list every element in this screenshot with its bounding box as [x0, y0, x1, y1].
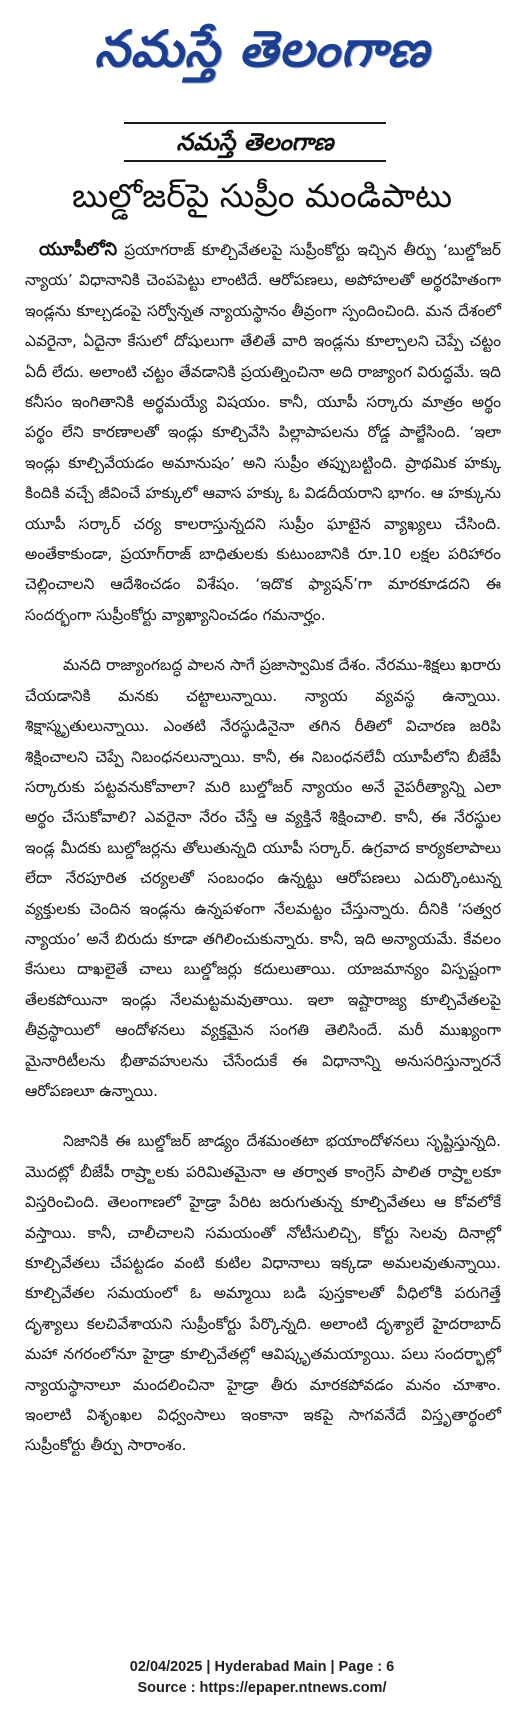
section-bottom-rule — [124, 160, 386, 162]
masthead-logo-title: నమస్తే తెలంగాణ — [94, 20, 430, 78]
article-paragraph-3: నిజానికి ఈ బుల్డోజర్ జాడ్యం దేశమంతటా భయాందోళనలు సృష్టిస్తున్నది. మొదట్లో బీజేపీ రాష్ర్టాలకు పరిమితమైనా ఆ తర్వాత కాంగ్రెస్ పాలిత రాష్ర్టాలకూ విస్తరించింది. తెలంగాణలో హైడ్రా పేరిట జరుగుతున్న కూల్చివేతలు ఆ కోవలోకే వస్తాయి. కానీ, చాలీచాలని సమయంతో నోటీసులిచ్చి, కోర్టు సెలవు దినాల్లో కూల్చివేతలు చేపట్టడం వంటి కుటిల విధానాలు ఇక్కడా అమలవుతున్నాయి. కూల్చివేతల సమయంలో ఓ అమ్మాయి బడి పుస్తకాలతో వీధిలోకి పరుగెత్తే దృశ్యాలు కలచివేశాయని సుప్రీంకోర్టు పేర్కొన్నది. అలాంటి దృశ్యాలే హైదరాబాద్ మహా నగరంలోనూ హైడ్రా కూల్చివేతల్లో ఆవిష్కృతమయ్యాయి. పలు సందర్భాల్లో న్యాయస్థానాలూ మందలించినా హైడ్రా తీరు మారకపోవడం మనం చూశాం. ఇంలాటి విశృంఖల విధ్వంసాలు ఇంకానా ఇకపై సాగవనేదే విస్తృతార్థంలో సుప్రీంకోర్టు తీర్పు సారాంశం. — [25, 1132, 501, 1455]
article-headline: బుల్డోజర్‌పై సుప్రీం మండిపాటు — [71, 176, 453, 215]
page-footer — [0, 1657, 524, 1699]
section-header — [124, 122, 386, 162]
article-paragraph-1-text: ప్రయాగరాజ్ కూల్చివేతలపై సుప్రీంకోర్టు ఇచ్చిన తీర్పు ‘బుల్డోజర్ న్యాయ’ విధానానికి చెంపపెట్టు లాంటిదే. ఆరోపణలు, అపోహలతో అర్థరహితంగా ఇండ్లను కూల్చడంపై సర్వోన్నత న్యాయస్థానం తీవ్రంగా స్పందించింది. మన దేశంలో ఎవరైనా, ఏదైనా కేసులో దోషులుగా తేలితే వారి ఇండ్లను కూల్చాలని చెప్పే చట్టం ఏదీ లేదు. అలాంటి చట్టం తేవడానికి ప్రయత్నించినా అది రాజ్యాంగ విరుద్ధమే. ఇది కనీసం ఇంగితానికి అర్థమయ్యే విషయం. కానీ, యూపీ సర్కారు మాత్రం అర్థం పర్థం లేని కారణాలతో ఇండ్లు కూల్చివేసి పిల్లాపాపలను రోడ్డ పాల్జేసింది. ‘ఇలా ఇండ్లు కూల్చివేయడం అమానుషం’ అని సుప్రీం తప్పుబట్టింది. ప్రాథమిక హక్కు కిందికి వచ్చే జీవించే హక్కులో ఆవాస హక్కు ఓ విడదీయరాని భాగం. ఆ హక్కును యూపీ సర్కార్ చర్య కాలరాస్తున్నదని సుప్రీం ఘాటైన వ్యాఖ్యలు చేసింది. అంతేకాకుండా, ప్రయాగ్‌రాజ్ బాధితులకు కుటుంబానికి రూ.10 లక్షల పరిహారం చెల్లించాలని ఆదేశించడం విశేషం. ‘ఇదొక ఫ్యాషన్’గా మారకూడదని ఈ సందర్భంగా సుప్రీంకోర్టు వ్యాఖ్యానించడం గమనార్హం. — [25, 241, 501, 624]
article-body — [25, 235, 501, 1481]
article-lead-in: యూపీలోని — [39, 239, 118, 260]
newspaper-masthead — [0, 6, 524, 92]
article-paragraph-2: మనది రాజ్యాంగబద్ధ పాలన సాగే ప్రజాస్వామిక దేశం. నేరము-శిక్షలు ఖరారు చేయడానికి మనకు చట్టాలున్నాయి. న్యాయ వ్యవస్థ ఉన్నాయి. శిక్షాస్మృతులున్నాయి. ఎంతటి నేరస్థుడినైనా తగిన రీతిలో విచారణ జరిపి శిక్షించాలని చెప్పే నిబంధనలున్నాయి. కానీ, ఈ నిబంధనలేవీ యూపీలోని బీజేపీ సర్కారుకు పట్టవనుకోవాలా? మరి బుల్డోజర్ న్యాయం అనే వైపరీత్యాన్ని ఎలా అర్థం చేసుకోవాలి? ఎవరైనా నేరం చేస్తే ఆ వ్యక్తినే శిక్షించాలి. కానీ, ఈ నేరస్థుల ఇండ్ల మీదకు బుల్డోజర్లను తోలుతున్నది యూపీ సర్కార్. ఉగ్రవాద కార్యకలాపాలు లేదా నేరపూరిత చర్యలతో సంబంధం ఉన్నట్టు ఆరోపణలు ఎదుర్కొంటున్న వ్యక్తులకు చెందిన ఇండ్లను ఉన్నపళంగా నేలమట్టం చేస్తున్నారు. దీనికి ‘సత్వర న్యాయం’ అనే బిరుదు కూడా తగిలించుకున్నారు. కానీ, ఇది అన్యాయమే. కేవలం కేసులు దాఖలైతే చాలు బుల్డోజర్లు కదులుతాయి. యాజమాన్యం విస్పష్టంగా తేలకపోయినా ఇండ్లు నేలమట్టమవుతాయి. ఇలా ఇష్టారాజ్య కూల్చివేతలపై తీవ్రస్థాయిలో ఆందోళనలు వ్యక్తమైన సంగతి తెలిసిందే. మరీ ముఖ్యంగా మైనారిటీలను భీతావహులను చేసేందుకే ఈ విధానాన్ని అనుసరిస్తున్నారనే ఆరోపణలూ ఉన్నాయి. — [25, 656, 501, 1100]
footer-source-link: Source : https://epaper.ntnews.com/ — [137, 1680, 387, 1696]
article-paragraph-1 — [25, 235, 501, 630]
section-label: నమస్తే తెలంగాణ — [176, 128, 334, 156]
footer-edition-info: 02/04/2025 | Hyderabad Main | Page : 6 — [129, 1659, 395, 1675]
